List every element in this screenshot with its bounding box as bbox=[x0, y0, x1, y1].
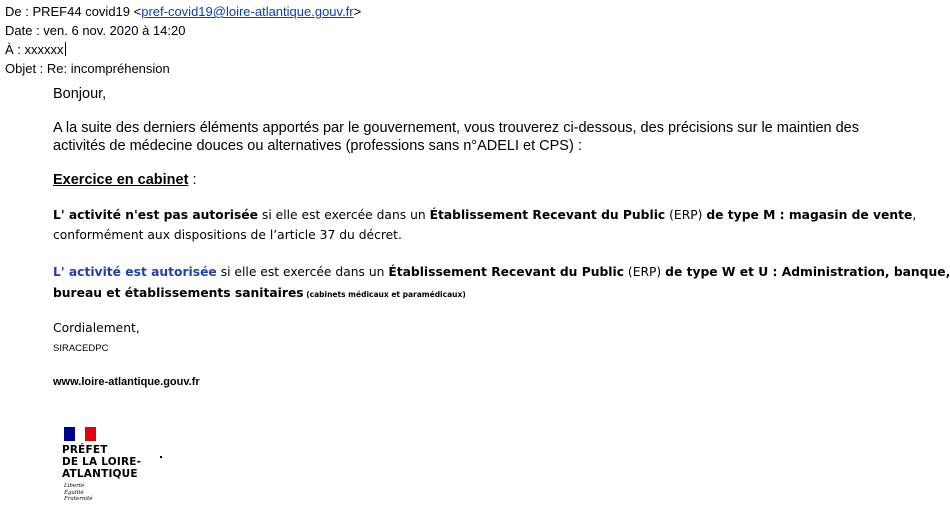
flag-white bbox=[75, 427, 86, 441]
intro-line-2: activités de médecine douces ou alternatives (professions sans n°ADELI et CPS) : bbox=[53, 138, 582, 154]
sender-email-link[interactable]: pref-covid19@loire-atlantique.gouv.fr bbox=[141, 4, 354, 19]
signature: SIRACEDPC bbox=[53, 343, 109, 354]
to-field[interactable]: À : xxxxxx bbox=[5, 42, 64, 57]
logo-text: PRÉFET DE LA LOIRE- ATLANTIQUE bbox=[62, 444, 142, 480]
section-title-text: Exercice en cabinet bbox=[53, 172, 189, 188]
republic-motto: Liberté Égalité Fraternité bbox=[64, 483, 93, 502]
from-close: > bbox=[353, 4, 362, 19]
intro-line-1: A la suite des derniers éléments apportés par le gouvernement, vous trouverez ci-dessous, des précisions sur le maintien des bbox=[53, 120, 859, 136]
allowed-statement: L' activité est autorisée bbox=[53, 265, 217, 279]
flag-red bbox=[85, 427, 96, 441]
to-line bbox=[5, 42, 66, 58]
date-line: Date : ven. 6 nov. 2020 à 14:20 bbox=[5, 23, 186, 38]
section-title bbox=[53, 171, 196, 190]
text-cursor bbox=[65, 42, 66, 56]
paragraph-not-allowed: L' activité n'est pas autorisée si elle est exercée dans un Établissement Recevant du Public (ERP) de type M : magasin de vente, bbox=[53, 208, 917, 222]
closing: Cordialement, bbox=[53, 321, 140, 335]
greeting: Bonjour, bbox=[53, 86, 107, 102]
not-allowed-statement: L' activité n'est pas autorisée bbox=[53, 208, 258, 222]
subject-line: Objet : Re: incompréhension bbox=[5, 61, 170, 76]
paragraph-allowed-line-2: bureau et établissements sanitaires (cabinets médicaux et paramédicaux) bbox=[53, 286, 466, 300]
website[interactable]: www.loire-atlantique.gouv.fr bbox=[53, 376, 200, 388]
from-line bbox=[5, 4, 361, 20]
paragraph-allowed: L' activité est autorisée si elle est exercée dans un Établissement Recevant du Public (ERP) de type W et U : Administration, banque, bbox=[53, 265, 950, 279]
flag-blue bbox=[64, 427, 75, 441]
paragraph-not-allowed-line-2: conformément aux dispositions de l’article 37 du décret. bbox=[53, 228, 402, 242]
french-flag-icon bbox=[64, 427, 96, 441]
section-title-colon: : bbox=[188, 172, 197, 188]
stray-dot bbox=[160, 456, 162, 458]
from-label: De : PREF44 covid19 < bbox=[5, 4, 142, 19]
